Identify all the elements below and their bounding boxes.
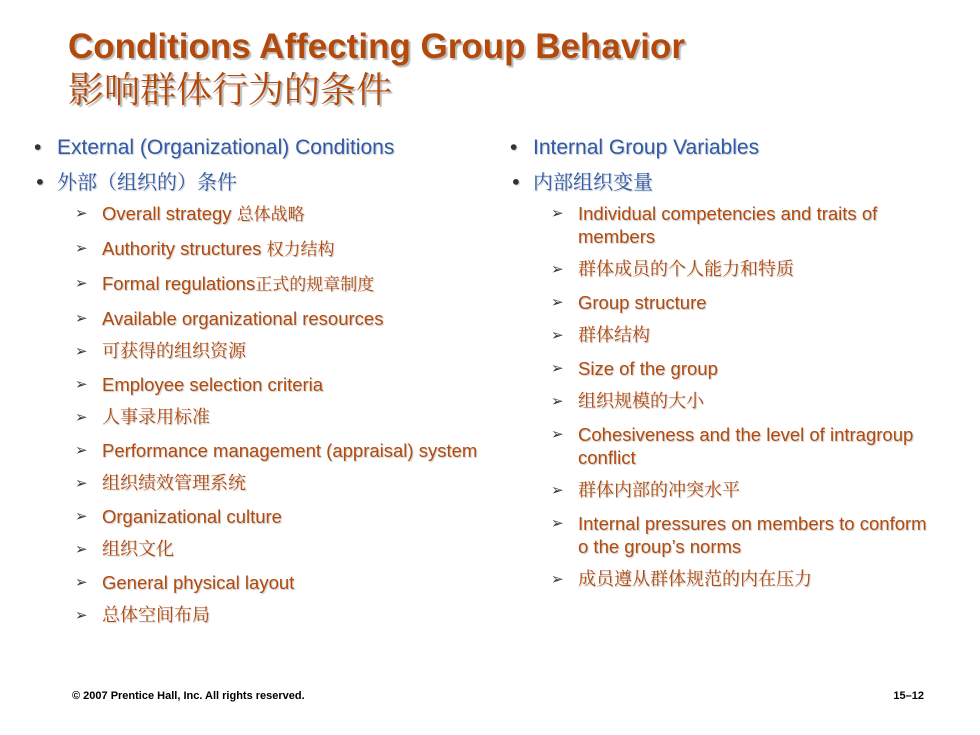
list-item: ➢ Performance management (appraisal) system [32,439,492,462]
external-items-list [32,202,492,627]
external-conditions-column [32,132,492,637]
list-item: ➢ 群体成员的个人能力和特质 [508,258,928,281]
list-item: ➢ General physical layout [32,571,492,594]
internal-heading-zh: • 内部组织变量 [508,164,928,200]
list-item: ➢ 组织文化 [32,538,492,561]
internal-items-list [508,202,928,591]
list-item: ➢ Organizational culture [32,505,492,528]
list-item: ➢ Formal regulations正式的规章制度 [32,272,492,297]
list-item: ➢ Available organizational resources [32,307,492,330]
list-item: ➢ Cohesiveness and the level of intragroup conflict [508,423,928,469]
internal-heading-en: • Internal Group Variables [508,132,928,164]
slide-title-zh: 影响群体行为的条件 [68,70,393,111]
slide-title-en: Conditions Affecting Group Behavior [68,27,686,66]
list-item: ➢ Internal pressures on members to conform o the group’s norms [508,512,928,558]
list-item: ➢ Individual competencies and traits of members [508,202,928,248]
list-item: ➢ Employee selection criteria [32,373,492,396]
list-item: ➢ Overall strategy 总体战略 [32,202,492,227]
list-item: ➢ 组织规模的大小 [508,390,928,413]
list-item: ➢ 可获得的组织资源 [32,340,492,363]
list-item: ➢ 群体内部的冲突水平 [508,479,928,502]
list-item: ➢ 人事录用标准 [32,406,492,429]
list-item: ➢ Size of the group [508,357,928,380]
list-item: ➢ Group structure [508,291,928,314]
slide-title [68,26,685,114]
list-item: ➢ 群体结构 [508,324,928,347]
list-item: ➢ 成员遵从群体规范的内在压力 [508,568,928,591]
list-item: ➢ Authority structures 权力结构 [32,237,492,262]
list-item: ➢ 总体空间布局 [32,604,492,627]
external-heading-en: • External (Organizational) Conditions [32,132,492,164]
copyright-notice: © 2007 Prentice Hall, Inc. All rights reserved. [72,690,305,702]
external-heading-zh: • 外部（组织的）条件 [32,164,492,200]
page-number: 15–12 [893,690,924,702]
list-item: ➢ 组织绩效管理系统 [32,472,492,495]
internal-variables-column [508,132,928,601]
